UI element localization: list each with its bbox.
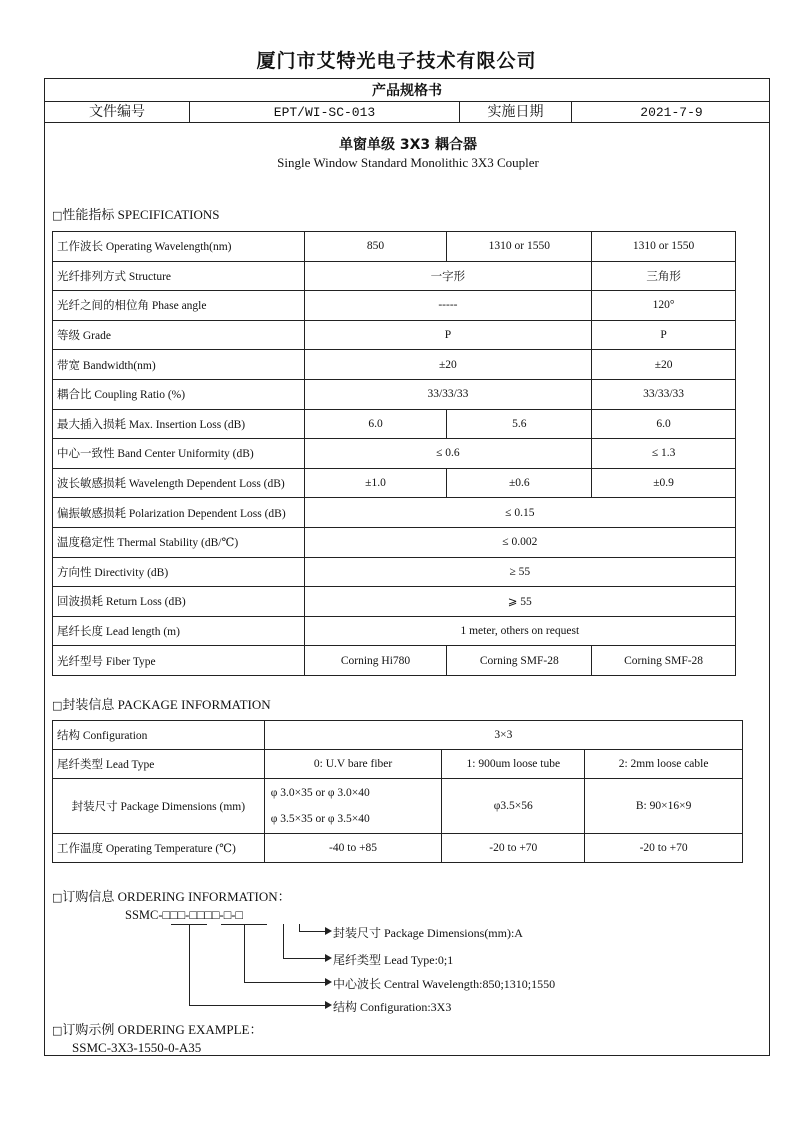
spec-value: 1310 or 1550 xyxy=(592,232,736,262)
pkg-value: 1: 900um loose tube xyxy=(442,750,585,779)
spec-value: ±20 xyxy=(592,350,736,380)
spec-label: 波长敏感损耗 Wavelength Dependent Loss (dB) xyxy=(53,468,305,498)
spec-label: 方向性 Directivity (dB) xyxy=(53,557,305,587)
doc-title: 产品规格书 xyxy=(45,79,769,102)
table-row xyxy=(53,779,743,834)
table-row xyxy=(53,409,736,439)
table-row xyxy=(53,557,736,587)
spec-value: ≤ 1.3 xyxy=(592,439,736,469)
package-table xyxy=(52,720,743,863)
spec-value: 120° xyxy=(592,291,736,321)
example-section-heading: □订购示例 ORDERING EXAMPLE： xyxy=(52,1022,263,1037)
table-row xyxy=(53,498,736,528)
spec-value: ±0.6 xyxy=(447,468,592,498)
spec-label: 等级 Grade xyxy=(53,320,305,350)
package-section-heading: □封装信息 PACKAGE INFORMATION xyxy=(52,697,271,712)
spec-value: ±1.0 xyxy=(304,468,447,498)
leader-line xyxy=(283,924,284,958)
spec-label: 光纤之间的相位角 Phase angle xyxy=(53,291,305,321)
spec-label: 偏振敏感损耗 Polarization Dependent Loss (dB) xyxy=(53,498,305,528)
pkg-value: B: 90×16×9 xyxy=(585,779,743,834)
table-row xyxy=(53,291,736,321)
spec-label: 最大插入损耗 Max. Insertion Loss (dB) xyxy=(53,409,305,439)
spec-label: 工作波长 Operating Wavelength(nm) xyxy=(53,232,305,262)
pkg-value: 0: U.V bare fiber xyxy=(264,750,442,779)
spec-label: 光纤排列方式 Structure xyxy=(53,261,305,291)
legend-package-dimensions: 封装尺寸 Package Dimensions(mm):A xyxy=(333,926,523,940)
pkg-label: 工作温度 Operating Temperature (℃) xyxy=(53,834,265,863)
leader-line xyxy=(244,924,245,982)
leader-line xyxy=(189,1005,325,1006)
table-row xyxy=(53,646,736,676)
leader-line xyxy=(244,982,325,983)
legend-central-wavelength: 中心波长 Central Wavelength:850;1310;1550 xyxy=(333,977,556,991)
arrow-icon xyxy=(325,927,332,935)
table-row xyxy=(53,468,736,498)
product-title-cn: 单窗单级 3X3 耦合器 xyxy=(338,137,478,153)
example-code: SSMC-3X3-1550-0-A35 xyxy=(72,1040,202,1055)
dim-line: φ 3.5×35 or φ 3.5×40 xyxy=(270,813,370,825)
spec-label: 带宽 Bandwidth(nm) xyxy=(53,350,305,380)
leader-line xyxy=(299,931,325,932)
pkg-value xyxy=(264,779,442,834)
leader-line xyxy=(283,958,325,959)
table-row xyxy=(53,350,736,380)
ordering-section-heading: □订购信息 ORDERING INFORMATION： xyxy=(52,889,291,904)
checkbox-icon: □ xyxy=(52,209,63,222)
dim-line: φ 3.0×35 or φ 3.0×40 xyxy=(270,787,370,799)
spec-value: 三角形 xyxy=(592,261,736,291)
spec-value: P xyxy=(304,320,592,350)
spec-value: 5.6 xyxy=(447,409,592,439)
arrow-icon xyxy=(325,1001,332,1009)
pkg-value: 3×3 xyxy=(264,721,742,750)
checkbox-icon: □ xyxy=(52,699,63,712)
arrow-icon xyxy=(325,978,332,986)
effective-date-label: 实施日期 xyxy=(460,102,572,123)
spec-value: 一字形 xyxy=(304,261,592,291)
spec-value: 6.0 xyxy=(304,409,447,439)
spec-value: 6.0 xyxy=(592,409,736,439)
table-row xyxy=(53,750,743,779)
table-row xyxy=(53,379,736,409)
spec-value: 850 xyxy=(304,232,447,262)
table-row xyxy=(53,527,736,557)
legend-lead-type: 尾纤类型 Lead Type:0;1 xyxy=(333,953,454,967)
spec-value: 1 meter, others on request xyxy=(304,616,735,646)
spec-label: 温度稳定性 Thermal Stability (dB/℃) xyxy=(53,527,305,557)
table-row xyxy=(53,439,736,469)
spec-value: P xyxy=(592,320,736,350)
checkbox-icon: □ xyxy=(52,1024,63,1037)
spec-value: ≤ 0.15 xyxy=(304,498,735,528)
pkg-value: 2: 2mm loose cable xyxy=(585,750,743,779)
pkg-value: -20 to +70 xyxy=(585,834,743,863)
arrow-icon xyxy=(325,954,332,962)
legend-configuration: 结构 Configuration:3X3 xyxy=(333,1000,452,1014)
doc-number-label: 文件编号 xyxy=(45,102,190,123)
product-title-en: Single Window Standard Monolithic 3X3 Coupler xyxy=(277,155,539,170)
table-row xyxy=(53,834,743,863)
pkg-label: 结构 Configuration xyxy=(53,721,265,750)
spec-value: ≥ 55 xyxy=(304,557,735,587)
pkg-value: -40 to +85 xyxy=(264,834,442,863)
spec-table xyxy=(52,231,736,676)
spec-value: 33/33/33 xyxy=(304,379,592,409)
ordering-code: SSMC-□□□-□□□□-□-□ xyxy=(125,908,243,922)
table-row xyxy=(53,587,736,617)
spec-section-heading: □性能指标 SPECIFICATIONS xyxy=(52,207,220,222)
spec-label: 尾纤长度 Lead length (m) xyxy=(53,616,305,646)
spec-label: 回波损耗 Return Loss (dB) xyxy=(53,587,305,617)
spec-value: ⩾ 55 xyxy=(304,587,735,617)
spec-value: ±0.9 xyxy=(592,468,736,498)
spec-label: 中心一致性 Band Center Uniformity (dB) xyxy=(53,439,305,469)
spec-value: ≤ 0.6 xyxy=(304,439,592,469)
spec-value: Corning SMF-28 xyxy=(592,646,736,676)
spec-value: ≤ 0.002 xyxy=(304,527,735,557)
checkbox-icon: □ xyxy=(52,891,63,904)
table-row xyxy=(53,320,736,350)
table-row xyxy=(53,232,736,262)
spec-value: 1310 or 1550 xyxy=(447,232,592,262)
spec-label: 光纤型号 Fiber Type xyxy=(53,646,305,676)
company-name: 厦门市艾特光电子技术有限公司 xyxy=(256,50,537,72)
spec-value: Corning Hi780 xyxy=(304,646,447,676)
table-row xyxy=(53,721,743,750)
spec-value: ----- xyxy=(304,291,592,321)
spec-label: 耦合比 Coupling Ratio (%) xyxy=(53,379,305,409)
spec-value: 33/33/33 xyxy=(592,379,736,409)
doc-number-value: EPT/WI-SC-013 xyxy=(190,102,460,123)
table-row xyxy=(53,261,736,291)
table-row xyxy=(53,616,736,646)
pkg-value: -20 to +70 xyxy=(442,834,585,863)
leader-line xyxy=(189,924,190,1005)
pkg-value: φ3.5×56 xyxy=(442,779,585,834)
spec-value: Corning SMF-28 xyxy=(447,646,592,676)
spec-value: ±20 xyxy=(304,350,592,380)
doc-meta-row xyxy=(45,102,769,123)
pkg-label: 尾纤类型 Lead Type xyxy=(53,750,265,779)
pkg-label: 封装尺寸 Package Dimensions (mm) xyxy=(53,779,265,834)
effective-date-value: 2021-7-9 xyxy=(640,105,703,120)
